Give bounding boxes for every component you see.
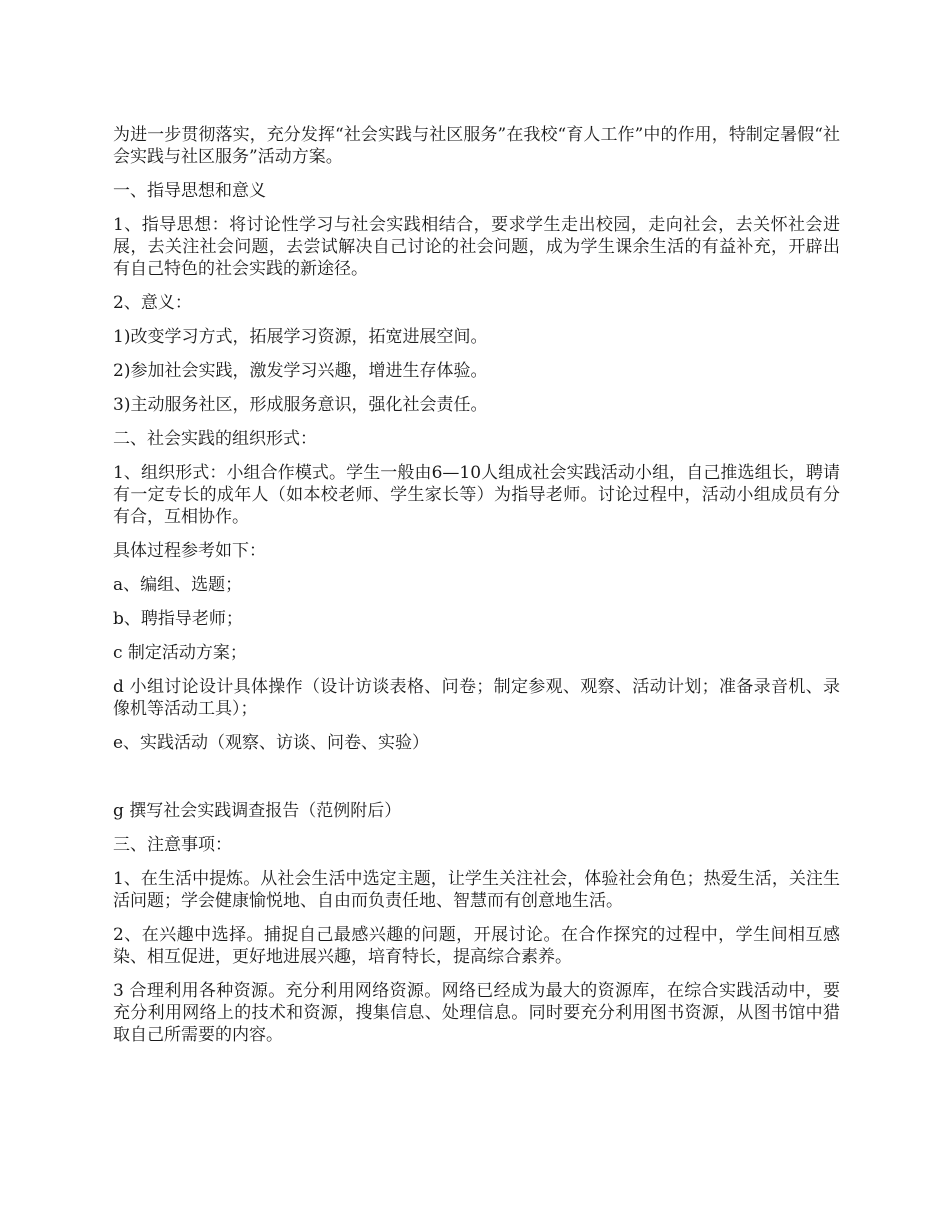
paragraph-organization-form: 1、组织形式：小组合作模式。学生一般由6—10人组成社会实践活动小组，自己推选组长，聘请有一定专长的成年人（如本校老师、学生家长等）为指导老师。讨论过程中，活动小组成员有分有合，互相协作。 [113,463,840,527]
section-heading-notes: 三、注意事项： [113,835,232,855]
intro-paragraph: 为进一步贯彻落实，充分发挥“社会实践与社区服务”在我校“育人工作”中的作用，特制定暑假“社会实践与社区服务”活动方案。 [113,125,840,167]
list-item-process-c: c 制定活动方案； [113,643,247,663]
paragraph-guiding-thought: 1、指导思想：将讨论性学习与社会实践相结合，要求学生走出校园，走向社会，去关怀社会进展，去关注社会问题，去尝试解决自己讨论的社会问题，成为学生课余生活的有益补充，开辟出有自己特色的社会实践的新途径。 [113,215,840,279]
document-page [113,124,840,1058]
section-heading-organization: 二、社会实践的组织形式： [113,429,317,449]
list-item-significance-3: 3)主动服务社区，形成服务意识，强化社会责任。 [113,395,488,415]
paragraph-process-intro: 具体过程参考如下： [113,541,266,561]
list-item-significance-2: 2)参加社会实践，激发学习兴趣，增进生存体验。 [113,361,488,381]
list-item-process-b: b、聘指导老师； [113,609,243,629]
paragraph-note-1: 1、在生活中提炼。从社会生活中选定主题，让学生关注社会，体验社会角色；热爱生活，关注生活问题；学会健康愉悦地、自由而负责任地、智慧而有创意地生活。 [113,869,840,911]
list-item-process-a: a、编组、选题； [113,575,243,595]
section-heading-guiding-thought: 一、指导思想和意义 [113,181,266,201]
list-item-process-d: d 小组讨论设计具体操作（设计访谈表格、问卷；制定参观、观察、活动计划；准备录音机、录像机等活动工具）； [113,677,840,719]
list-item-significance-1: 1)改变学习方式，拓展学习资源，拓宽进展空间。 [113,327,488,347]
list-item-process-g: g 撰写社会实践调查报告（范例附后） [113,801,402,821]
paragraph-significance-heading: 2、意义： [113,293,192,313]
blank-spacer [113,766,840,800]
paragraph-note-3: 3 合理利用各种资源。充分利用网络资源。网络已经成为最大的资源库，在综合实践活动中，要充分利用网络上的技术和资源，搜集信息、处理信息。同时要充分利用图书资源，从图书馆中猎取自己所需要的内容。 [113,981,840,1045]
paragraph-note-2: 2、在兴趣中选择。捕捉自己最感兴趣的问题，开展讨论。在合作探究的过程中，学生间相互感染、相互促进，更好地进展兴趣，培育特长，提高综合素养。 [113,925,840,967]
list-item-process-e: e、实践活动（观察、访谈、问卷、实验） [113,733,430,753]
